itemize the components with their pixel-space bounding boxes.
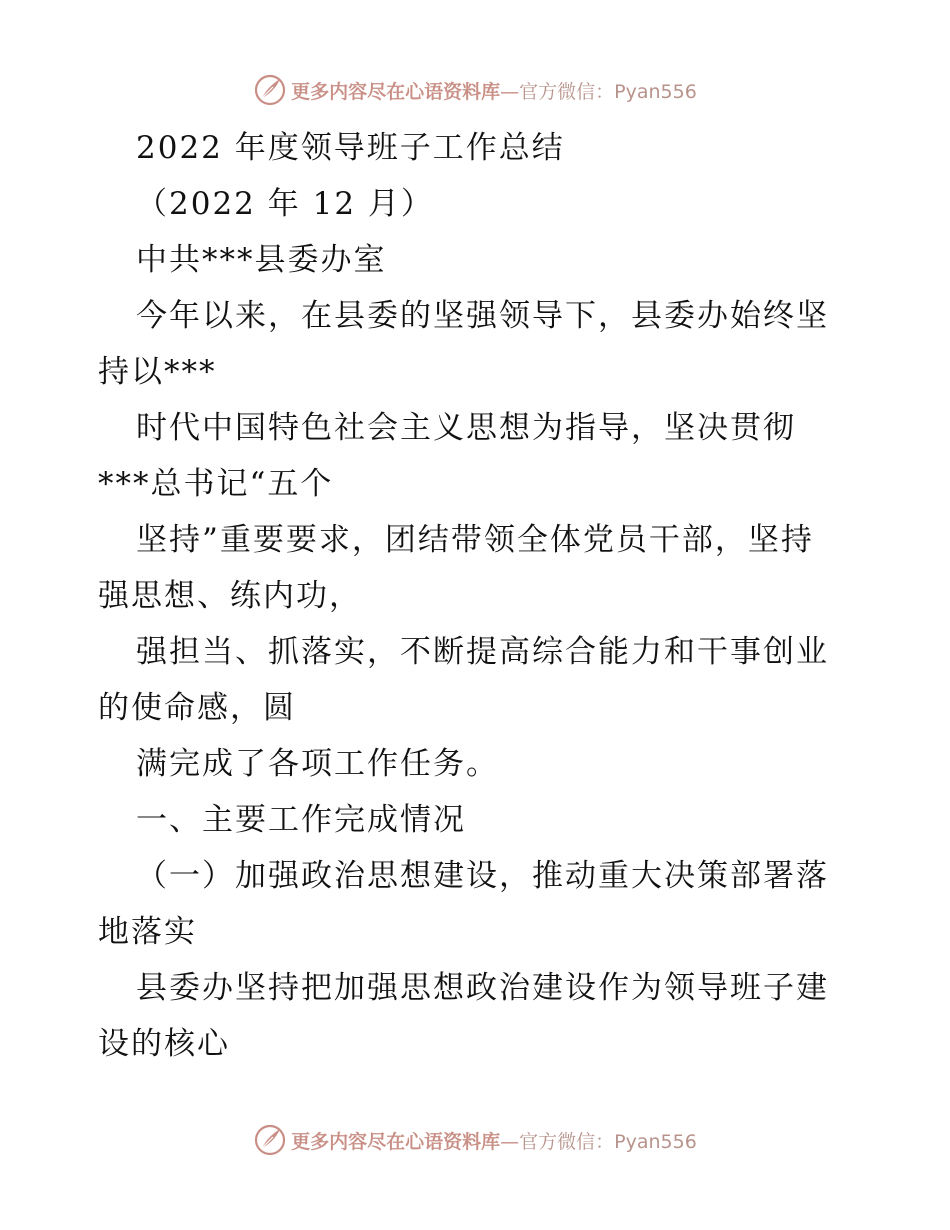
paragraph-line: 的使命感，圆 bbox=[98, 690, 296, 726]
document-organization: 中共***县委办室 bbox=[136, 242, 387, 278]
watermark-contact: 官方微信：Pyan556 bbox=[519, 1130, 697, 1153]
paragraph-line: 强担当、抓落实，不断提高综合能力和干事创业 bbox=[136, 634, 829, 670]
paragraph-line: 强思想、练内功， bbox=[98, 578, 362, 614]
section-heading: 一、主要工作完成情况 bbox=[136, 802, 466, 838]
subsection-heading-cont: 地落实 bbox=[98, 914, 197, 950]
watermark-contact: 官方微信：Pyan556 bbox=[519, 80, 697, 103]
paragraph-line: 今年以来，在县委的坚强领导下，县委办始终坚 bbox=[136, 298, 829, 334]
subsection-heading: （一）加强政治思想建设，推动重大决策部署落 bbox=[136, 858, 829, 894]
quill-logo-icon bbox=[253, 73, 287, 107]
watermark-text bbox=[291, 77, 697, 104]
watermark-separator: — bbox=[500, 1130, 520, 1153]
document-date: （2022 年 12 月） bbox=[136, 186, 434, 222]
watermark-brand: 更多内容尽在心语资料库 bbox=[291, 80, 501, 103]
paragraph-line: 坚持”重要要求，团结带领全体党员干部，坚持 bbox=[136, 522, 814, 558]
paragraph-line: 满完成了各项工作任务。 bbox=[136, 746, 499, 782]
quill-logo-icon bbox=[253, 1123, 287, 1157]
watermark-text bbox=[291, 1127, 697, 1154]
paragraph-line: 设的核心 bbox=[98, 1026, 230, 1062]
paragraph-line: ***总书记“五个 bbox=[98, 466, 334, 502]
watermark-footer bbox=[0, 1120, 950, 1160]
paragraph-line: 时代中国特色社会主义思想为指导，坚决贯彻 bbox=[136, 410, 796, 446]
document-title: 2022 年度领导班子工作总结 bbox=[136, 130, 565, 166]
watermark-separator: — bbox=[500, 80, 520, 103]
watermark-brand: 更多内容尽在心语资料库 bbox=[291, 1130, 501, 1153]
paragraph-line: 县委办坚持把加强思想政治建设作为领导班子建 bbox=[136, 970, 829, 1006]
document-body bbox=[98, 120, 858, 1072]
watermark-header bbox=[0, 70, 950, 110]
paragraph-line: 持以*** bbox=[98, 354, 217, 390]
